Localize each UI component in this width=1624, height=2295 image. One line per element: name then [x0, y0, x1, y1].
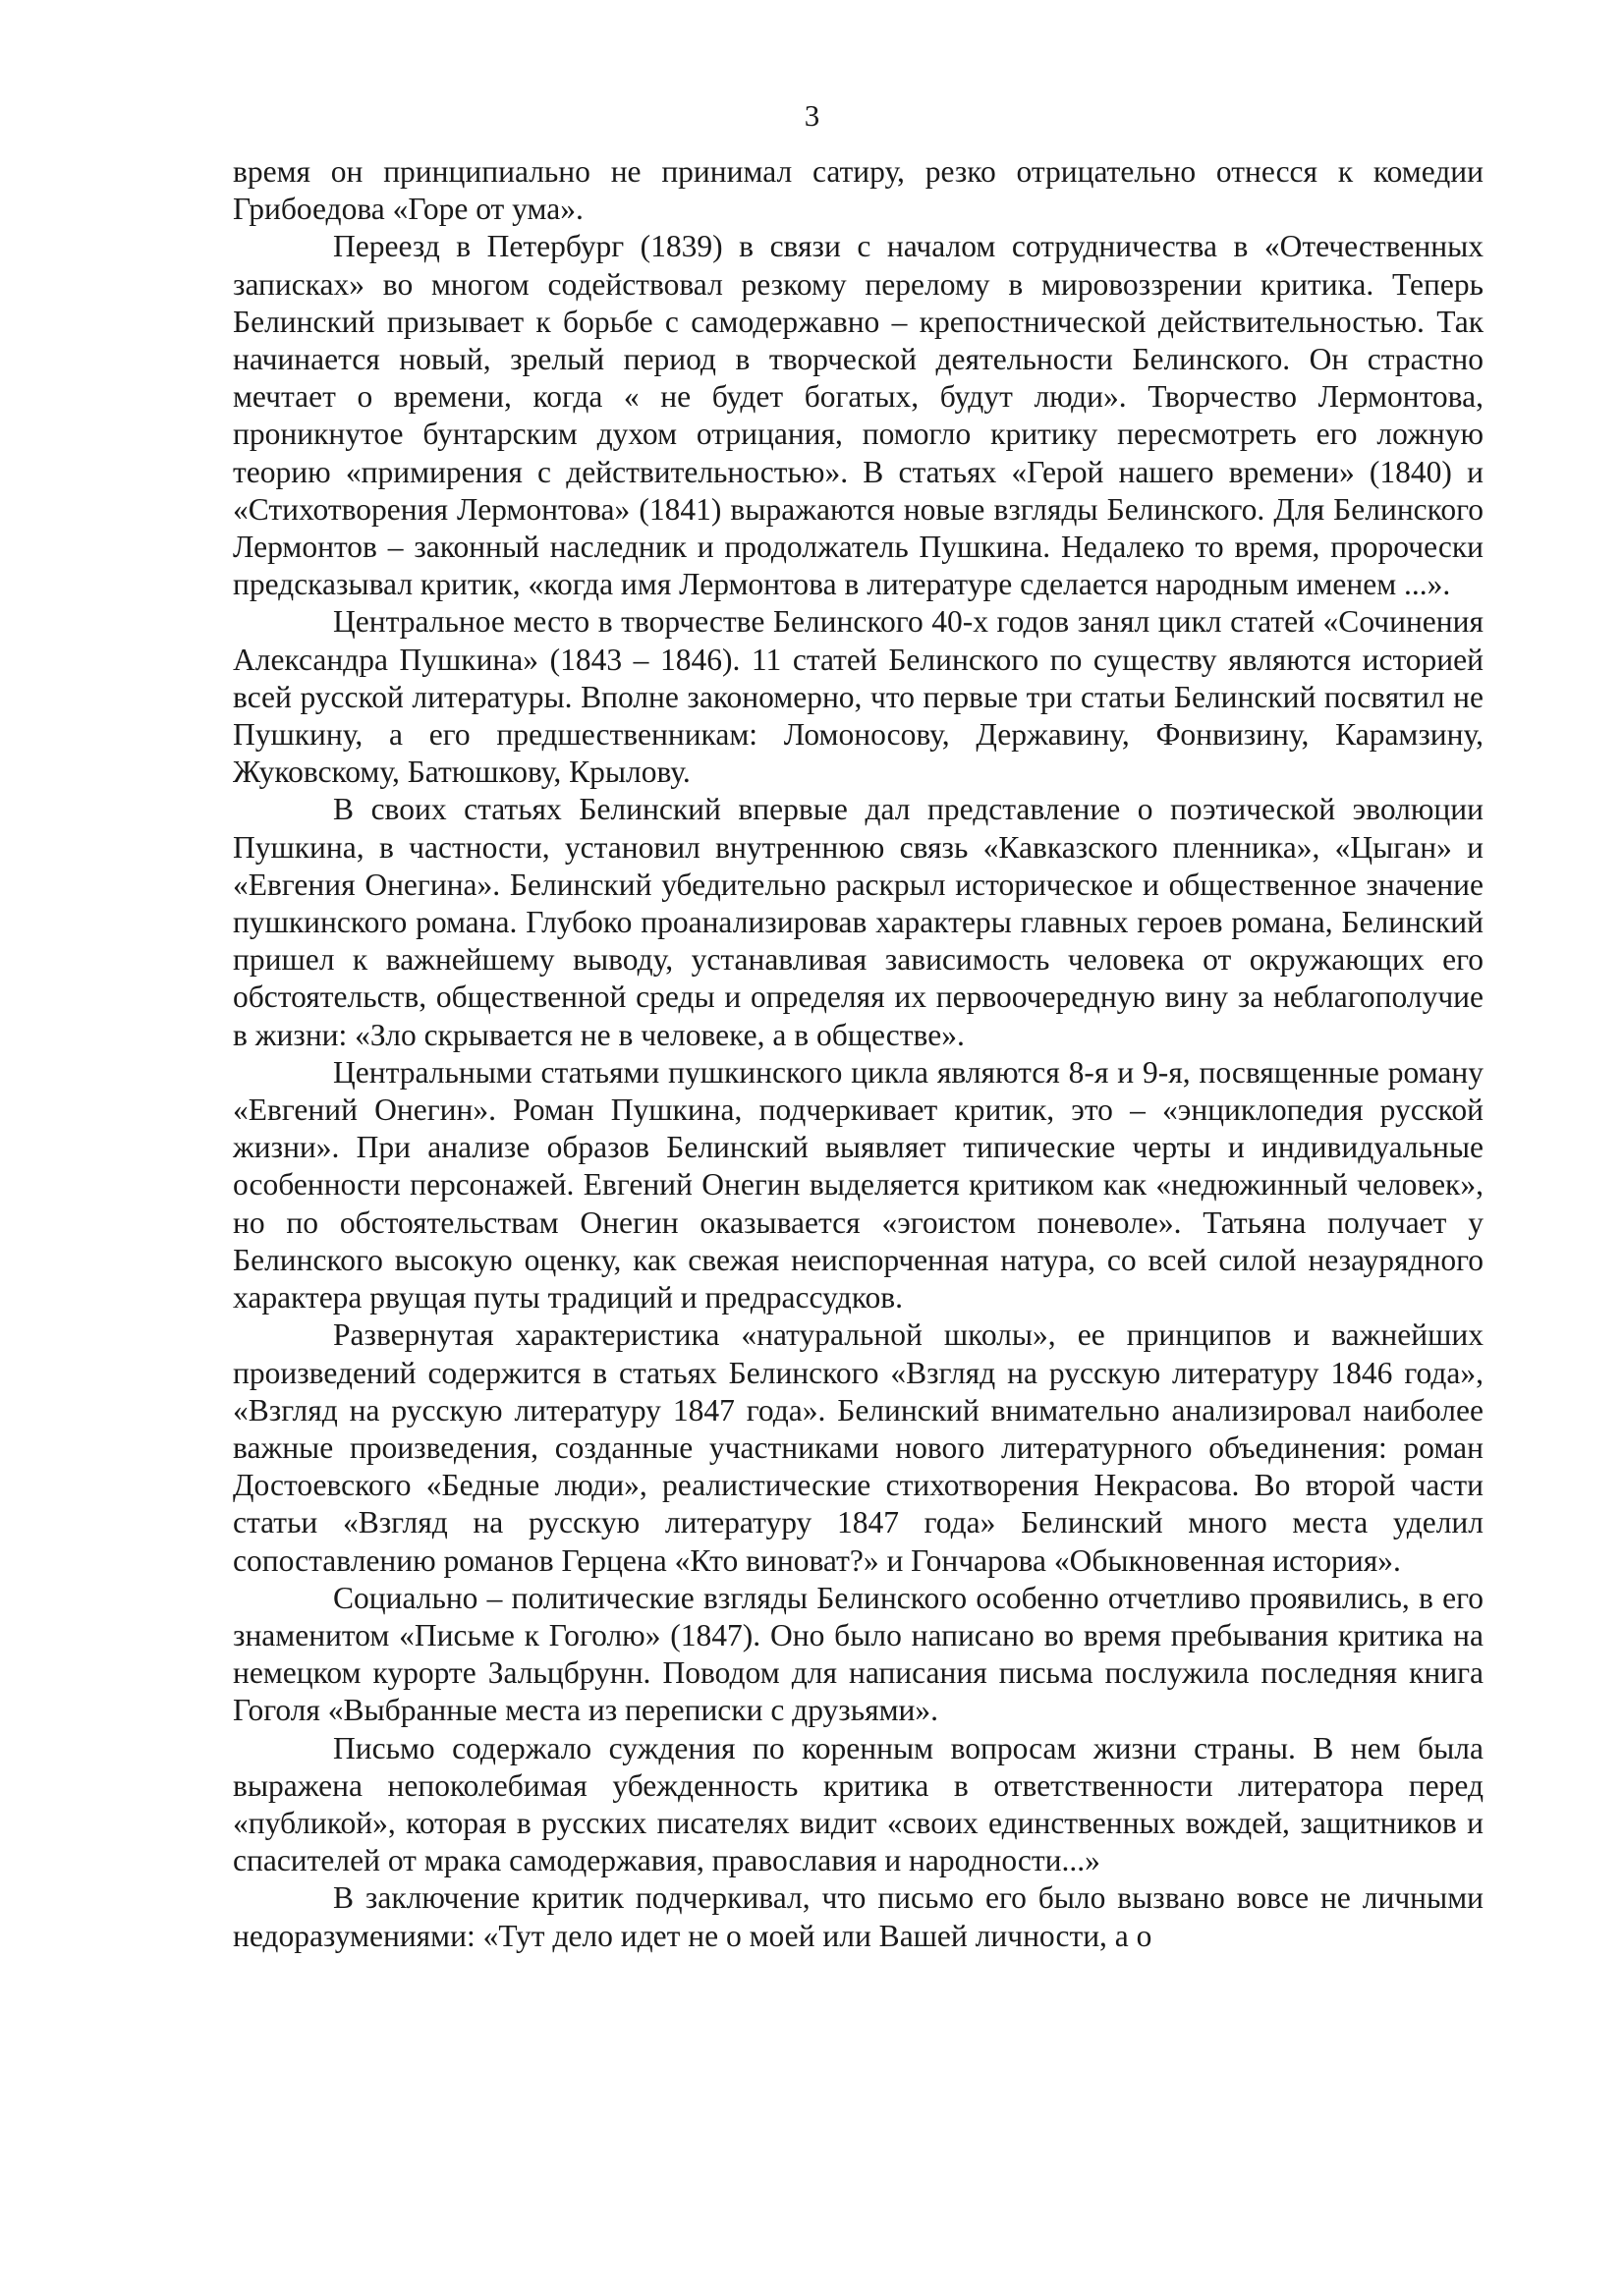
page-number: 3 [804, 98, 820, 133]
paragraph: В своих статьях Белинский впервые дал представление о поэтической эволюции Пушкина, в частности, установил внутреннюю связь «Кавказского пленника», «Цыган» и «Евгения Онегина». Белинский убедительно раскрыл историческое и общественное значение пушкинского романа. Глубоко проанализировав характеры главных героев романа, Белинский пришел к важнейшему выводу, устанавливая зависимость человека от окружающих его обстоятельств, общественной среды и определяя их первоочередную вину за неблагополучие в жизни: «Зло скрывается не в человеке, а в обществе». [233, 792, 1484, 1052]
paragraph: Письмо содержало суждения по коренным вопросам жизни страны. В нем была выражена непоколебимая убежденность критика в ответственности литератора перед «публикой», которая в русских писателях видит «своих единственных вождей, защитников и спасителей от мрака самодержавия, православия и народности...» [233, 1730, 1484, 1878]
paragraph: Центральными статьями пушкинского цикла являются 8-я и 9-я, посвященные роману «Евгений Онегин». Роман Пушкина, подчеркивает критик, это – «энциклопедия русской жизни». При анализе образов Белинский выявляет типические черты и индивидуальные особенности персонажей. Евгений Онегин выделяется критиком как «недюжинный человек», но по обстоятельствам Онегин оказывается «эгоистом поневоле». Татьяна получает у Белинского высокую оценку, как свежая неиспорченная натура, со всей силой незаурядного характера рвущая путы традиций и предрассудков. [233, 1054, 1484, 1315]
paragraph-continuation: время он принципиально не принимал сатиру, резко отрицательно отнесся к комедии Грибоедова «Горе от ума». [233, 154, 1484, 227]
paragraph-last: В заключение критик подчеркивал, что письмо его было вызвано вовсе не личными недоразумениями: «Тут дело идет не о моей или Вашей личности, а о [233, 1880, 1484, 1953]
paragraph: Социально – политические взгляды Белинского особенно отчетливо проявились, в его знаменитом «Письме к Гоголю» (1847). Оно было написано во время пребывания критика на немецком курорте Зальцбрунн. Поводом для написания письма послужила последняя книга Гоголя «Выбранные места из переписки с друзьями». [233, 1580, 1484, 1728]
paragraph: Центральное место в творчестве Белинского 40-х годов занял цикл статей «Сочинения Александра Пушкина» (1843 – 1846). 11 статей Белинского по существу являются историей всей русской литературы. Вполне закономерно, что первые три статьи Белинский посвятил не Пушкину, а его предшественникам: Ломоносову, Державину, Фонвизину, Карамзину, Жуковскому, Батюшкову, Крылову. [233, 604, 1484, 790]
paragraph: Переезд в Петербург (1839) в связи с началом сотрудничества в «Отечественных записках» во многом содействовал резкому перелому в мировоззрении критика. Теперь Белинский призывает к борьбе с самодержавно – крепостнической действительностью. Так начинается новый, зрелый период в творческой деятельности Белинского. Он страстно мечтает о времени, когда « не будет богатых, будут люди». Творчество Лермонтова, проникнутое бунтарским духом отрицания, помогло критику пересмотреть его ложную теорию «примирения с действительностью». В статьях «Герой нашего времени» (1840) и «Стихотворения Лермонтова» (1841) выражаются новые взгляды Белинского. Для Белинского Лермонтов – законный наследник и продолжатель Пушкина. Недалеко то время, пророчески предсказывал критик, «когда имя Лермонтова в литературе сделается народным именем ...». [233, 229, 1484, 602]
paragraph: Развернутая характеристика «натуральной школы», ее принципов и важнейших произведений содержится в статьях Белинского «Взгляд на русскую литературу 1846 года», «Взгляд на русскую литературу 1847 года». Белинский внимательно анализировал наиболее важные произведения, созданные участниками нового литературного объединения: роман Достоевского «Бедные люди», реалистические стихотворения Некрасова. Во второй части статьи «Взгляд на русскую литературу 1847 года» Белинский много места уделил сопоставлению романов Герцена «Кто виноват?» и Гончарова «Обыкновенная история». [233, 1317, 1484, 1578]
text-body [233, 153, 1484, 1955]
